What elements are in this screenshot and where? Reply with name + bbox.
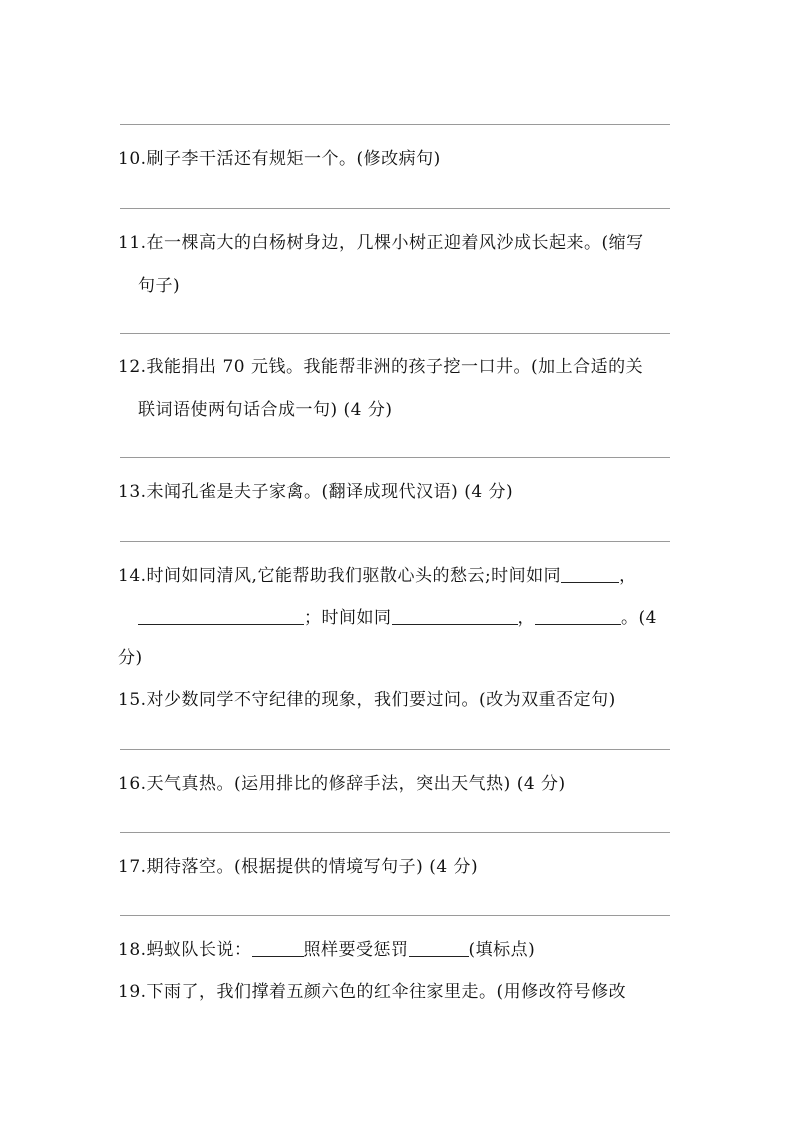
- question-14-text-f: 分): [118, 648, 143, 668]
- question-14-blank-2[interactable]: [138, 608, 304, 625]
- question-14-blank-1[interactable]: [561, 566, 619, 583]
- answer-line-10: [120, 208, 670, 209]
- answer-line-9: [120, 124, 670, 125]
- question-16: [118, 774, 566, 794]
- question-17: [118, 857, 478, 877]
- question-14-blank-3[interactable]: [392, 608, 518, 625]
- question-15-text: 15.对少数同学不守纪律的现象，我们要过问。(改为双重否定句): [118, 690, 616, 710]
- question-14-cont2: [118, 648, 143, 668]
- question-19-text: 19.下雨了，我们撑着五颜六色的红伞往家里走。(用修改符号修改: [118, 982, 627, 1002]
- answer-line-13: [120, 541, 670, 542]
- question-16-text: 16.天气真热。(运用排比的修辞手法，突出天气热) (4 分): [118, 774, 566, 794]
- question-11: [118, 233, 644, 253]
- question-18-blank-2[interactable]: [409, 940, 469, 957]
- question-14: [118, 566, 637, 586]
- question-18-text-c: (填标点): [468, 940, 536, 960]
- answer-line-11: [120, 333, 670, 334]
- question-18-text-a: 18.蚂蚁队长说：: [118, 940, 252, 960]
- answer-line-17: [120, 915, 670, 916]
- question-10: [118, 149, 441, 169]
- question-13-text: 13.未闻孔雀是夫子家禽。(翻译成现代汉语) (4 分): [118, 482, 514, 502]
- question-17-text: 17.期待落空。(根据提供的情境写句子) (4 分): [118, 857, 479, 877]
- question-12: [118, 357, 643, 377]
- answer-line-12: [120, 457, 670, 458]
- question-11-cont: [138, 276, 180, 296]
- question-14-cont: [138, 608, 657, 628]
- question-12-text-line1: 12.我能捐出 70 元钱。我能帮非洲的孩子挖一口井。(加上合适的关: [118, 357, 644, 377]
- question-14-text-d: ，: [517, 608, 535, 628]
- question-14-blank-4[interactable]: [535, 608, 621, 625]
- question-14-text-c: ；时间如同: [304, 608, 392, 628]
- question-13: [118, 482, 513, 502]
- question-14-text-e: 。(4: [621, 608, 657, 628]
- question-11-text-line2: 句子): [138, 276, 181, 296]
- question-14-text-a: 14.时间如同清风,它能帮助我们驱散心头的愁云;时间如同: [118, 566, 562, 586]
- question-14-text-b: ，: [619, 566, 637, 586]
- question-15: [118, 690, 616, 710]
- question-18-blank-1[interactable]: [252, 940, 304, 957]
- answer-line-15: [120, 749, 670, 750]
- question-18: [118, 940, 535, 960]
- question-18-text-b: 照样要受惩罚: [303, 940, 409, 960]
- question-10-text: 10.刷子李干活还有规矩一个。(修改病句): [118, 149, 441, 169]
- question-12-text-line2: 联词语使两句话合成一句) (4 分): [138, 400, 393, 420]
- answer-line-16: [120, 832, 670, 833]
- question-12-cont: [138, 400, 393, 420]
- question-19: [118, 982, 626, 1002]
- question-11-text-line1: 11.在一棵高大的白杨树身边，几棵小树正迎着风沙成长起来。(缩写: [118, 233, 644, 253]
